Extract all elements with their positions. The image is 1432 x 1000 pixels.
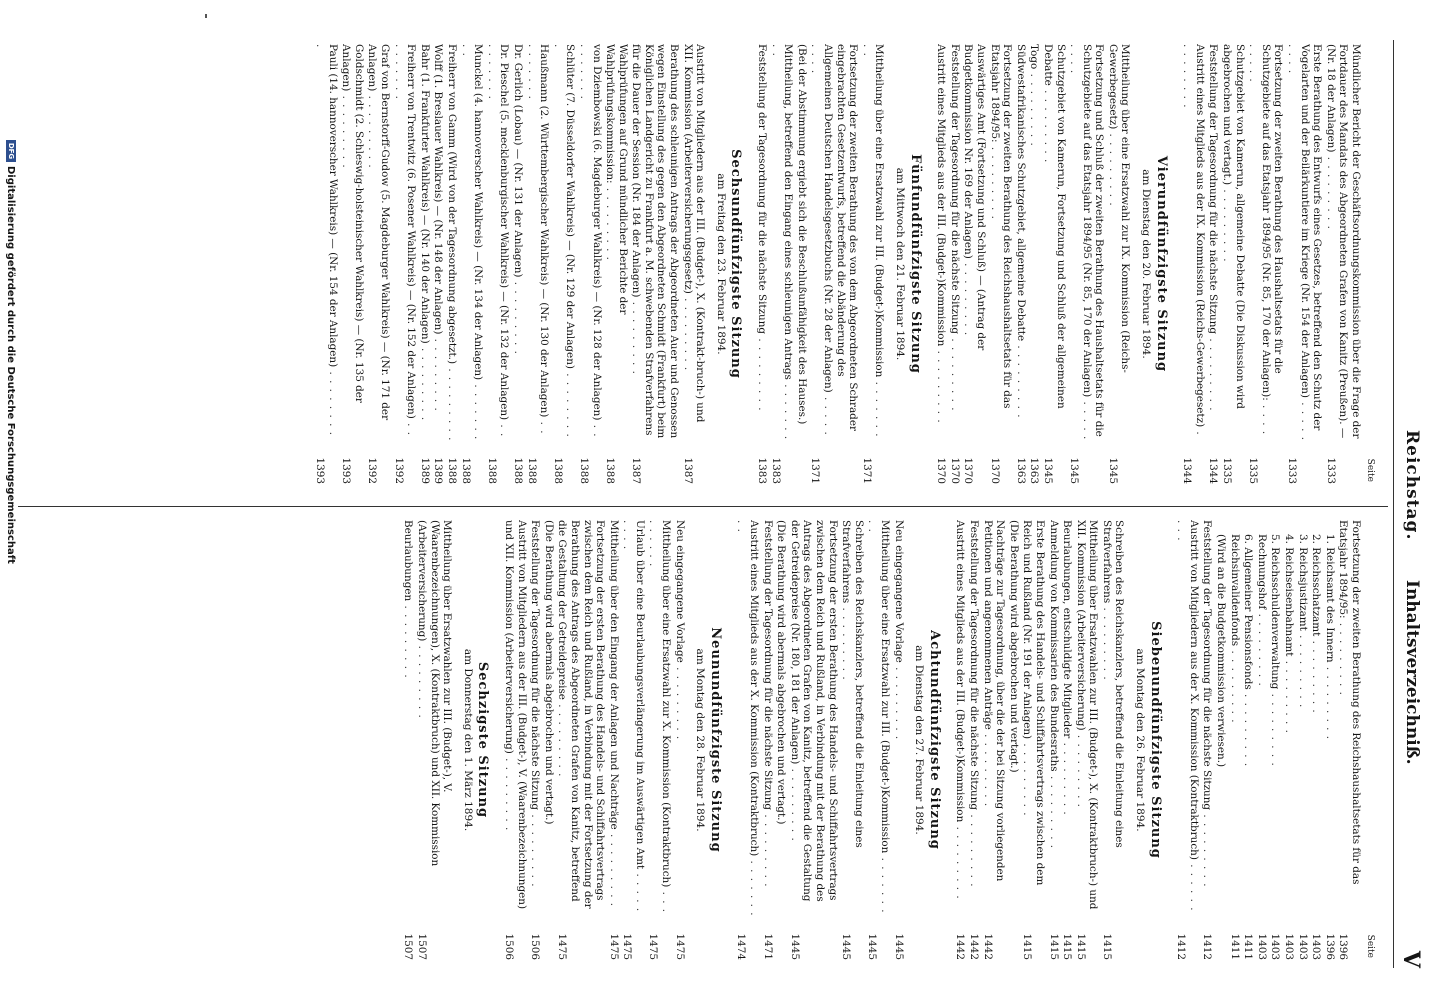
toc-entry-text: Mittheilung über den Eingang der Anlagen und Nachträge . . . [608,520,620,907]
toc-entry-page: 1387 [681,457,694,484]
section-title: Vierundfünfzigste Sitzung [1153,155,1169,373]
toc-entry-page: 1403 [1283,933,1296,960]
toc-entry-text: Schutzgebiet von Kamerun, Fortsetzung und Schluß der allgemeinen Debatte . . . [1042,44,1067,409]
toc-entry [1220,44,1245,484]
toc-entry [1285,44,1323,484]
toc-entry-page: 1389 [432,457,445,484]
toc-entry-page: 1333 [1286,457,1299,484]
toc-entry-text: Austritt von Mitgliedern aus der X. Kommission (Kontraktbruch) . . . [1175,520,1200,912]
toc-entry [402,520,415,960]
right-entry-list [402,520,1362,960]
toc-entry [418,44,431,484]
toc-entry-text: Goldschmidt (2. Schleswig-holsteinischer Wahlkreis) — (Nr. 135 der Anlagen) . . . [340,44,365,403]
toc-entry [502,520,527,960]
toc-entry-page: 1389 [418,457,431,484]
toc-entry [1310,520,1323,960]
toc-entry-text: Feststellung der Tagesordnung für die nächste Sitzung . . . [968,520,980,888]
toc-entry [529,520,542,960]
section-title: Siebenundfünfzigste Sitzung [1147,621,1163,859]
toc-entry [1269,520,1282,960]
toc-entry [1014,44,1027,484]
toc-entry-page: 1396 [1337,933,1350,960]
scan-speck [205,14,207,18]
toc-entry-page: 1507 [402,933,415,960]
toc-entry [1323,520,1336,960]
toc-entry [621,520,646,960]
toc-entry-page: 1345 [1106,457,1119,484]
toc-entry [1028,44,1041,484]
section-date: am Dienstag den 20. Februar 1894. [1140,169,1153,359]
toc-entry-text: (Die Berathung wird abermals abgebrochen und vertagt.) [775,520,788,825]
column-divider [18,506,1388,507]
toc-entry-text: (Wird an die Budgetkommission verwiesen.) [1215,534,1228,768]
toc-entry [681,44,706,484]
toc-entry [1106,44,1131,484]
right-column-head [1362,520,1376,960]
toc-entry [366,44,391,484]
toc-entry-page: 1442 [967,933,980,960]
toc-entry [525,44,550,484]
section-title: Fünfundfünfzigste Sitzung [907,154,923,374]
toc-entry-text: Reichsinvalidenfonds . . . [1229,534,1241,724]
toc-entry-page: 1445 [840,933,853,960]
toc-entry-page: 1345 [1068,457,1081,484]
toc-entry-page: 1392 [366,457,379,484]
toc-entry-text: Mittheilung über eine Ersatzwahl zur X. Kommission (Kontraktbruch) . . . [648,520,673,913]
toc-entry-text: Graf von Bernstorff-Gudow (5. Magdeburger Wahlkreis) — (Nr. 171 der Anlagen) . . . [366,44,391,420]
toc-entry-text: Feststellung der Tagesordnung für die nächste Sitzung . . . [529,520,541,888]
toc-entry-page: 1387 [630,457,643,484]
toc-entry [1061,520,1074,960]
toc-entry [1068,44,1106,484]
toc-entry-text: 3. Reichsjustizamt . . . [1297,534,1309,708]
toc-entry-page: 1335 [1221,457,1234,484]
toc-entry-text: 2. Reichsschatzamt . . . [1310,534,1322,714]
dfg-logo-icon: DFG [6,140,16,162]
toc-entry-text: Fortsetzung der zweiten Berathung des Reichshaushaltsetats für das Etatsjahr 1894/95: . . . [989,44,1014,408]
toc-entry-text: Beurlaubungen, entschuldigte Mitglieder . . . [1061,520,1073,816]
toc-entry-page: 1393 [340,457,353,484]
toc-entry [1207,44,1220,484]
toc-entry-text: Fortsetzung der zweiten Berathung des von dem Abgeordneten Schrader eingebrachten Gesetzentwurfs, betreffend die Abänderung des Allgemeinen Deutschen Handelsgesetzbuchs (Nr. 28 der Anlagen) . . . [809,44,859,436]
toc-entry [788,520,838,960]
toc-entry-text: Freiherr von Gamm (Wird von der Tagesordnung abgesetzt.) . . . [446,44,458,441]
toc-entry [392,44,417,484]
seite-label-right: Seite [1365,934,1375,958]
toc-entry [1021,520,1046,960]
toc-entry-page: 1388 [551,457,564,484]
toc-entry-page: 1363 [1028,457,1041,484]
toc-entry [647,520,672,960]
section-title: Neunundfünfzigste Sitzung [707,627,723,853]
toc-entry-text: Erste Berathung des Entwurfs eines Gesetzes, betreffend den Schutz der Vogelarten und der Beilärkuntiere im Kriege (Nr. 154 der Anlagen) . . . [1286,44,1323,441]
toc-entry-page: 1370 [962,457,975,484]
toc-entry [630,44,680,484]
toc-entry [967,520,980,960]
toc-entry [954,520,967,960]
toc-entry-text: Anmeldung von Kommissarien des Bundesraths . . . [1048,520,1060,849]
toc-entry-text: von Dziembowski (6. Magdeburger Wahlkreis) — (Nr. 128 der Anlagen) . . . [578,44,603,438]
toc-entry-page: 1445 [892,933,905,960]
toc-entry [1255,520,1268,960]
toc-entry-text: Dr. Pieschel (5. mecklenburgischer Wahlkreis) — (Nr. 132 der Anlagen) . . . [486,44,511,437]
toc-entry [775,520,788,960]
toc-entry-page: 1388 [511,457,524,484]
toc-entry-page: 1475 [621,933,634,960]
toc-entry-page: 1371 [809,457,822,484]
toc-entry-page: 1335 [1247,457,1260,484]
toc-entry [604,44,629,484]
toc-entry [761,520,774,960]
toc-entry [511,44,524,484]
toc-entry [577,44,602,484]
toc-entry [551,44,576,484]
header-page-number: V [1398,950,1424,968]
toc-entry-page: 1474 [735,933,748,960]
toc-entry-text: 6. Allgemeiner Pensionsfonds . . . [1242,534,1254,767]
toc-entry [840,520,865,960]
section-date: am Montag den 28. Februar 1894. [694,648,707,832]
toc-entry-text: 4. Reichseisenbahnamt . . . [1283,534,1295,734]
toc-entry-page: 1415 [1061,933,1074,960]
seite-label-left: Seite [1365,458,1375,482]
toc-entry [1181,44,1206,484]
section-date: am Donnerstag den 1. März 1894. [461,648,474,832]
toc-entry [673,520,686,960]
toc-entry [1296,520,1309,960]
toc-entry-page: 1442 [981,933,994,960]
toc-entry [769,44,794,484]
toc-entry-text: Schutzgebiet von Kamerun, allgemeine Debatte (Die Diskussion wird abgebrochen und vertagt.) . . . [1221,44,1246,409]
left-column-head [1362,44,1376,484]
toc-entry-page: 1388 [446,457,458,484]
toc-entry-text: Austritt eines Mitglieds aus der X. Kommission (Kontraktbruch) . . . [735,520,760,917]
toc-entry-text: Mittheilung über eine Ersatzwahl zur IX. Kommission (Reichs-Gewerbegesetz) . . . [1107,44,1132,373]
toc-entry-page: 1475 [556,933,569,960]
footer-credit [5,140,16,564]
toc-entry-text: Fortsetzung und Schluß der zweiten Berathung des Haushaltsetats für die Schutzgebiete auf das Etatsjahr 1894/95 (Nr. 85, 170 der Anlagen) . . . [1068,44,1105,440]
toc-entry [935,44,948,484]
toc-entry-page: 1388 [485,457,498,484]
toc-entry-text: Feststellung der Tagesordnung für die nächste Sitzung . . . [949,44,961,412]
section-date: am Mittwoch den 21. Februar 1894. [894,167,906,361]
toc-entry-page: 1475 [673,933,686,960]
toc-entry-text: Austritt eines Mitglieds aus der III. (Budget-)Kommission . . . [935,44,947,424]
toc-entry [866,520,891,960]
toc-entry-page: 1388 [459,457,472,484]
toc-entry-text: Pauli (14. hannoverscher Wahlkreis) — (Nr. 154 der Anlagen) . . . [314,44,339,436]
toc-entry-text: Wahlprüfungen auf Grund mündlicher Berichte der Wahlprüfungskommission: . . . [604,44,629,314]
toc-entry-text: Fortsetzung der ersten Berathung des Handels- und Schiffahrtsvertrags zwischen dem Reich und Rußland, in Verbindung mit der Berathung des Antrags des Abgeordneten Grafen von Kanitz, betreffend die Gestaltung der Getreidepreise (Nr. 180, 181 der Anlagen) . . . [789,520,839,902]
section-title: Sechzigste Sitzung [475,661,491,819]
toc-entry-page: 1345 [1041,457,1054,484]
toc-entry [795,44,808,484]
toc-entry-page: 1393 [314,457,327,484]
toc-entry-page: 1442 [954,933,967,960]
toc-entry-text: Nachträge zur Tagesordnung, über die der bei Sitzung vorliegenden Petitionen und angenommenen Anträge . . . [982,520,1007,881]
toc-entry-page: 1506 [502,933,515,960]
toc-entry [1201,520,1214,960]
toc-entry-text: Beurlaubungen . . . [402,520,414,679]
toc-entry-text: Neu eingegangene Vorlage . . . [674,520,686,740]
toc-entry [809,44,859,484]
toc-entry-page: 1415 [1021,933,1034,960]
toc-entry-text: Mittheilung über Ersatzwahlen zur III. (Budget-), V. (Waarenbezeichnungen), X. (Kontraktbruch) und XII. Kommission (Arbeiterversicherung) . . . [416,520,453,866]
toc-entry [1007,520,1020,960]
toc-entry-page: 1403 [1269,933,1282,960]
toc-entry-page: 1475 [607,933,620,960]
header-rule [1393,40,1394,968]
footer-text: Digitalisierung gefördert durch die Deutsche Forschungsgemeinschaft [5,166,16,564]
toc-entry-text: Mittheilung über eine Ersatzwahl zur III. (Budget-)Kommission . . . [861,44,886,438]
toc-entry [1228,520,1241,960]
toc-entry [607,520,620,960]
toc-entry-text: Feststellung der Tagesordnung für die nächste Sitzung . . . [1201,520,1213,888]
toc-entry [1047,520,1060,960]
toc-entry-page: 1475 [647,933,660,960]
toc-entry-page: 1388 [577,457,590,484]
toc-entry-page: 1388 [604,457,617,484]
toc-entry-text: Fortsetzung der zweiten Berathung des Reichshaushaltsetats für das Etatsjahr 1894/95: . . . [1337,520,1362,884]
toc-entry-page: 1370 [988,457,1001,484]
section-title: Sechsundfünfzigste Sitzung [728,149,744,379]
toc-entry-page: 1370 [948,457,961,484]
left-column [76,44,1376,484]
toc-entry [1282,520,1295,960]
toc-entry-text: Austritt von Mitgliedern aus der III. (Budget-), X. (Kontrakt-bruch-) und XII. Kommission (Arbeiterversicherungsgesetz) . . . [682,44,707,422]
toc-entry-page: 1370 [935,457,948,484]
toc-entry-page: 1344 [1207,457,1220,484]
left-entry-list [313,44,1362,484]
toc-entry-text: Wolff (1. Breslauer Wahlkreis) — (Nr. 148 der Anlagen) . . . [432,44,444,412]
toc-entry-text: Haußmann (2. Württembergischer Wahlkreis) — (Nr. 130 der Anlagen) . . . [526,44,551,435]
toc-entry-page: 1403 [1255,933,1268,960]
section-date: am Montag den 26. Februar 1894. [1134,648,1147,832]
toc-entry [445,44,458,484]
toc-entry [1175,520,1200,960]
toc-entry [1074,520,1099,960]
toc-entry-text: Schreiben des Reichskanzlers, betreffend die Einleitung eines Strafverfahrens . . . [1101,520,1126,848]
toc-entry [1041,44,1066,484]
toc-entry-text: Mündlicher Bericht der Geschäftsordnungskommission über die Frage der Fortdauer des Mandats des Abgeordneten Grafen von Kanitz (Preußen). — (Nr. 18 der Anlagen) . . . [1325,44,1362,438]
toc-entry-page: 1396 [1323,933,1336,960]
toc-entry-page: 1411 [1242,933,1255,960]
toc-entry [860,44,885,484]
toc-entry [948,44,961,484]
toc-entry-text: Urlaub über eine Beurlaubungsverlängerung im Auswärtigen Amt . . . [621,520,646,912]
toc-entry-page: 1445 [866,933,879,960]
toc-entry-page: 1506 [529,933,542,960]
toc-entry-page: 1403 [1296,933,1309,960]
toc-entry [962,44,987,484]
toc-entry-text: Feststellung der Tagesordnung für die nächste Sitzung . . . [1207,44,1219,412]
toc-entry [1214,520,1227,960]
toc-entry-text: Mittheilung über eine Ersatzwahl zur III. (Budget-)Kommission . . . [866,520,891,914]
toc-entry-page: 1507 [416,933,428,960]
toc-entry [1324,44,1362,484]
toc-entry-text: Erste Berathung des Handels- und Schiffahrtsvertrags zwischen dem Reich und Rußland (Nr. 191 der Anlagen) . . . [1021,520,1046,885]
toc-entry [1247,44,1285,484]
toc-entry-page: 1383 [756,457,769,484]
toc-entry-text: (Die Berathung wird abermals abgebrochen und vertagt.) [542,520,555,825]
toc-entry-text: Freiherr von Trentwitz (6. Posener Wahlkreis) — (Nr. 152 der Anlagen) . . . [393,44,418,436]
toc-entry-text: Austritt von Mitgliedern aus der III. (Budget-), V. (Waarenbezeichnungen) und XII. Kommission (Arbeiterversicherung) . . . [503,520,528,909]
right-column [76,520,1376,960]
toc-entry [755,44,768,484]
toc-entry-text: 5. Reichsschuldenverwaltung . . . [1269,534,1281,767]
toc-entry-text: Berathung des schleunigen Antrags der Abgeordneten Auer und Genossen wegen Einstellung des gegen den Abgeordneten Schmidt (Frankfurt) beim Königlichen Landgericht zu Frankfurt a. M. schwebenden Strafverfahrens für die Dauer der Session (Nr. 184 der Anlagen) . . . [630,44,680,438]
toc-entry-text: (Die Berathung wird abgebrochen und vertagt.) [1007,520,1020,773]
toc-entry-text: Austritt eines Mitglieds aus der III. (Budget-)Kommission . . . [954,520,966,900]
toc-entry-text: Neu eingegangene Vorlage . . . [893,520,905,740]
toc-entry [1100,520,1125,960]
toc-entry-page: 1445 [788,933,801,960]
toc-entry [892,520,905,960]
toc-entry-page: 1392 [392,457,405,484]
toc-entry-text: (Bei der Abstimmung ergiebt sich die Beschlußunfähigkeit des Hauses.) [795,44,808,425]
toc-entry-page: 1412 [1175,933,1188,960]
toc-entry-text: Fortsetzung der zweiten Berathung des Haushaltsetats für die Schutzgebiete auf das Etatsjahr 1894/95 (Nr. 85, 170 der Anlagen): . . . [1247,44,1284,435]
toc-entry-page: 1415 [1100,933,1113,960]
toc-entry [340,44,365,484]
header-left: Reichstag. [1402,430,1422,541]
toc-entry-text: Auswärtiges Amt (Fortsetzung und Schluß) — (Antrag der Budgetkommission Nr. 169 der Anlagen) . . . [962,44,987,350]
toc-entry-text: Feststellung der Tagesordnung für die nächste Sitzung . . . [756,44,768,412]
toc-entry-text: Fortsetzung der ersten Berathung des Handels- und Schiffahrtsvertrags zwischen dem Reich und Rußland, in Verbindung mit der Fortsetzung der Berathung des Antrags des Abgeordneten Grafen von Kanitz, betreffend die Gestaltung der Getreidepreise . . . [556,520,606,909]
section-title: Achtundfünfzigste Sitzung [926,630,942,850]
toc-entry-page: 1371 [860,457,873,484]
toc-entry-page: 1471 [761,933,774,960]
toc-entry-text: Austritt eines Mitglieds aus der IX. Kommission (Reichs-Gewerbegesetz) . . . [1181,44,1206,436]
toc-entry-page: 1333 [1324,457,1337,484]
toc-entry [432,44,445,484]
toc-entry [313,44,338,484]
toc-entry-page: 1415 [1047,933,1060,960]
toc-entry-text: Schlüter (7. Düsseldorfer Wahlkreis) — (Nr. 129 der Anlagen) . . . [552,44,577,438]
toc-entry-text: 1. Reichsamt des Innern . . . [1324,534,1336,740]
section-date: am Freitag den 23. Februar 1894. [714,173,727,355]
toc-entry-text: Togo . . . [1028,44,1040,147]
toc-entry [1242,520,1255,960]
toc-entry [542,520,555,960]
toc-entry-text: Rechnungshof . . . [1256,534,1268,687]
toc-entry-text: Dr. Gerlich (Lobau) — (Nr. 131 der Anlagen) . . . [512,44,524,355]
toc-entry [459,44,484,484]
toc-entry-page: 1344 [1181,457,1194,484]
toc-entry-text: Schreiben des Reichskanzlers, betreffend die Einleitung eines Strafverfahrens . . . [840,520,865,848]
toc-entry-page: 1403 [1310,933,1323,960]
toc-entry-text: Mittheilung, betreffend den Eingang eines schleunigen Antrags . . . [770,44,795,440]
toc-entry-text: Munckel (4. hannoverscher Wahlkreis) — (Nr. 134 der Anlagen) . . . [460,44,485,440]
toc-entry [415,520,453,960]
page-header [1396,40,1422,968]
toc-entry [485,44,510,484]
toc-entry-text: Südwestafrikanisches Schutzgebiet, allgemeine Debatte . . . [1015,44,1027,419]
toc-entry-page: 1383 [769,457,782,484]
toc-entry [1337,520,1362,960]
section-date: am Dienstag den 27. Februar 1894. [913,645,926,835]
toc-entry-text: Bahr (1. Frankfurter Wahlkreis) — (Nr. 140 der Anlagen) . . . [419,44,431,421]
toc-entry-page: 1412 [1201,933,1214,960]
toc-entry-text: Feststellung der Tagesordnung für die nächste Sitzung . . . [762,520,774,888]
toc-entry-text: Mittheilung über Ersatzwahlen zur III. (Budget-), X. (Kontraktbruch-) und XII. Kommission (Arbeiterversicherung) . . . [1075,520,1100,909]
header-center: Inhaltsverzeichniß. [1402,580,1422,765]
toc-entry [988,44,1013,484]
toc-entry [735,520,760,960]
toc-entry-page: 1388 [525,457,538,484]
toc-entry [556,520,606,960]
toc-entry [981,520,1006,960]
toc-entry-page: 1415 [1074,933,1087,960]
toc-entry-page: 1411 [1228,933,1241,960]
toc-entry-page: 1363 [1014,457,1027,484]
